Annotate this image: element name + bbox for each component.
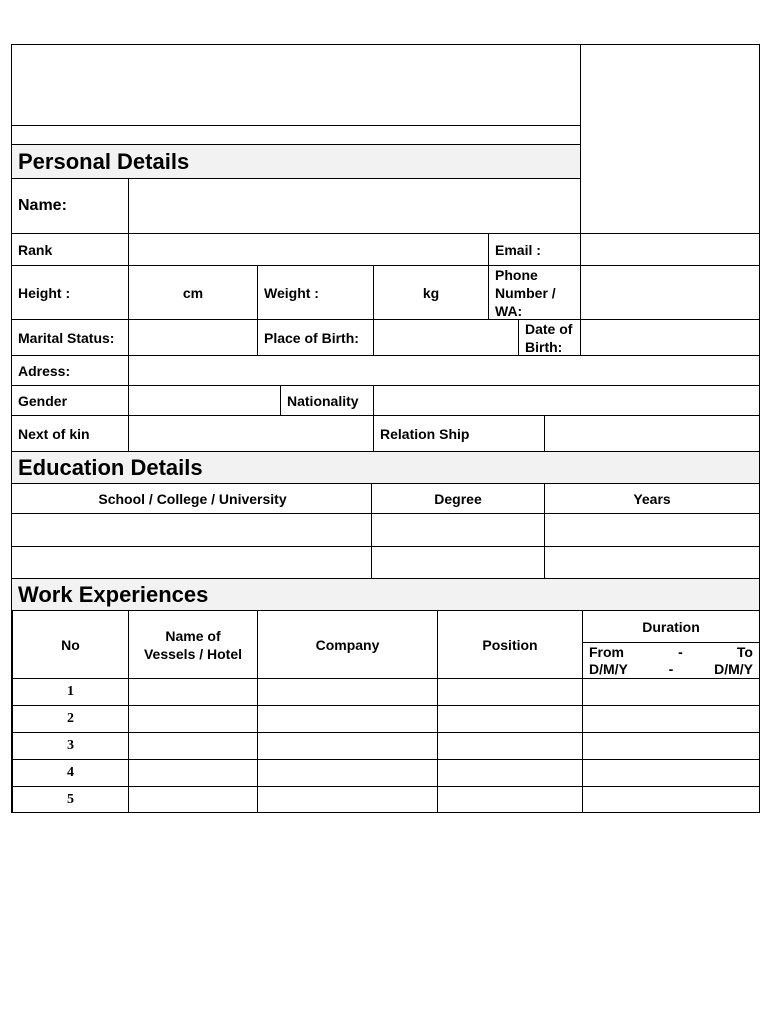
education-details-heading: Education Details: [11, 451, 760, 484]
education-row-2-school[interactable]: [11, 546, 374, 579]
next-of-kin-field[interactable]: [128, 415, 374, 452]
place-of-birth-field[interactable]: [373, 319, 519, 356]
nationality-label: Nationality: [280, 385, 374, 416]
work-row-5-duration[interactable]: [582, 786, 760, 813]
work-header-company: Company: [257, 610, 438, 679]
education-header-years: Years: [544, 483, 760, 514]
education-header-degree: Degree: [371, 483, 545, 514]
work-row-3-vessel[interactable]: [128, 732, 258, 760]
header-blank-area: [11, 44, 581, 126]
marital-status-field[interactable]: [128, 319, 258, 356]
duration-dash-bottom: -: [668, 661, 674, 677]
relation-ship-field[interactable]: [544, 415, 760, 452]
work-row-2-no: 2: [11, 705, 129, 733]
address-field[interactable]: [128, 355, 760, 386]
duration-to-format: D/M/Y: [714, 661, 753, 677]
name-label: Name:: [11, 178, 129, 234]
work-row-1-vessel[interactable]: [128, 678, 258, 706]
work-header-position: Position: [437, 610, 583, 679]
work-row-5-vessel[interactable]: [128, 786, 258, 813]
rank-label: Rank: [11, 233, 129, 266]
education-row-1-school[interactable]: [11, 513, 374, 547]
work-header-no: No: [11, 610, 129, 679]
header-spacer-row: [11, 125, 581, 145]
work-row-1-duration[interactable]: [582, 678, 760, 706]
work-row-5-no: 5: [11, 786, 129, 813]
education-row-1-degree[interactable]: [371, 513, 545, 547]
phone-label: Phone Number / WA:: [488, 265, 581, 320]
height-label: Height :: [11, 265, 129, 320]
place-of-birth-label: Place of Birth:: [257, 319, 374, 356]
next-of-kin-label: Next of kin: [11, 415, 129, 452]
work-row-3-no: 3: [11, 732, 129, 760]
work-header-vessel: Name of Vessels / Hotel: [128, 610, 258, 679]
gender-field[interactable]: [128, 385, 281, 416]
name-field[interactable]: [128, 178, 581, 234]
nationality-field[interactable]: [373, 385, 760, 416]
date-of-birth-field[interactable]: [580, 319, 760, 356]
work-row-3-company[interactable]: [257, 732, 438, 760]
work-header-duration-range: [582, 642, 760, 679]
work-row-2-duration[interactable]: [582, 705, 760, 733]
education-row-2-degree[interactable]: [371, 546, 545, 579]
gender-label: Gender: [11, 385, 129, 416]
work-row-3-duration[interactable]: [582, 732, 760, 760]
address-label: Adress:: [11, 355, 129, 386]
email-label: Email :: [488, 233, 581, 266]
duration-dash-top: -: [678, 644, 683, 660]
phone-field[interactable]: [580, 265, 760, 320]
work-row-5-position[interactable]: [437, 786, 583, 813]
duration-from-label: From: [589, 644, 624, 660]
work-row-1-no: 1: [11, 678, 129, 706]
work-row-3-position[interactable]: [437, 732, 583, 760]
work-row-4-position[interactable]: [437, 759, 583, 787]
work-row-2-company[interactable]: [257, 705, 438, 733]
work-row-4-duration[interactable]: [582, 759, 760, 787]
rank-field[interactable]: [128, 233, 489, 266]
work-row-1-position[interactable]: [437, 678, 583, 706]
email-field[interactable]: [580, 233, 760, 266]
education-row-1-years[interactable]: [544, 513, 760, 547]
photo-box[interactable]: [580, 44, 760, 234]
weight-field[interactable]: kg: [373, 265, 489, 320]
date-of-birth-label: Date of Birth:: [518, 319, 581, 356]
work-row-1-company[interactable]: [257, 678, 438, 706]
height-field[interactable]: cm: [128, 265, 258, 320]
work-row-4-no: 4: [11, 759, 129, 787]
education-header-school: School / College / University: [11, 483, 374, 514]
relation-ship-label: Relation Ship: [373, 415, 545, 452]
education-row-2-years[interactable]: [544, 546, 760, 579]
work-row-4-vessel[interactable]: [128, 759, 258, 787]
personal-details-heading: Personal Details: [11, 144, 581, 179]
marital-status-label: Marital Status:: [11, 319, 129, 356]
work-row-2-position[interactable]: [437, 705, 583, 733]
work-header-duration: Duration: [582, 610, 760, 643]
duration-to-label: To: [736, 644, 753, 660]
work-row-4-company[interactable]: [257, 759, 438, 787]
weight-label: Weight :: [257, 265, 374, 320]
work-row-2-vessel[interactable]: [128, 705, 258, 733]
duration-from-format: D/M/Y: [589, 661, 628, 677]
work-row-5-company[interactable]: [257, 786, 438, 813]
work-experiences-heading: Work Experiences: [11, 578, 760, 611]
